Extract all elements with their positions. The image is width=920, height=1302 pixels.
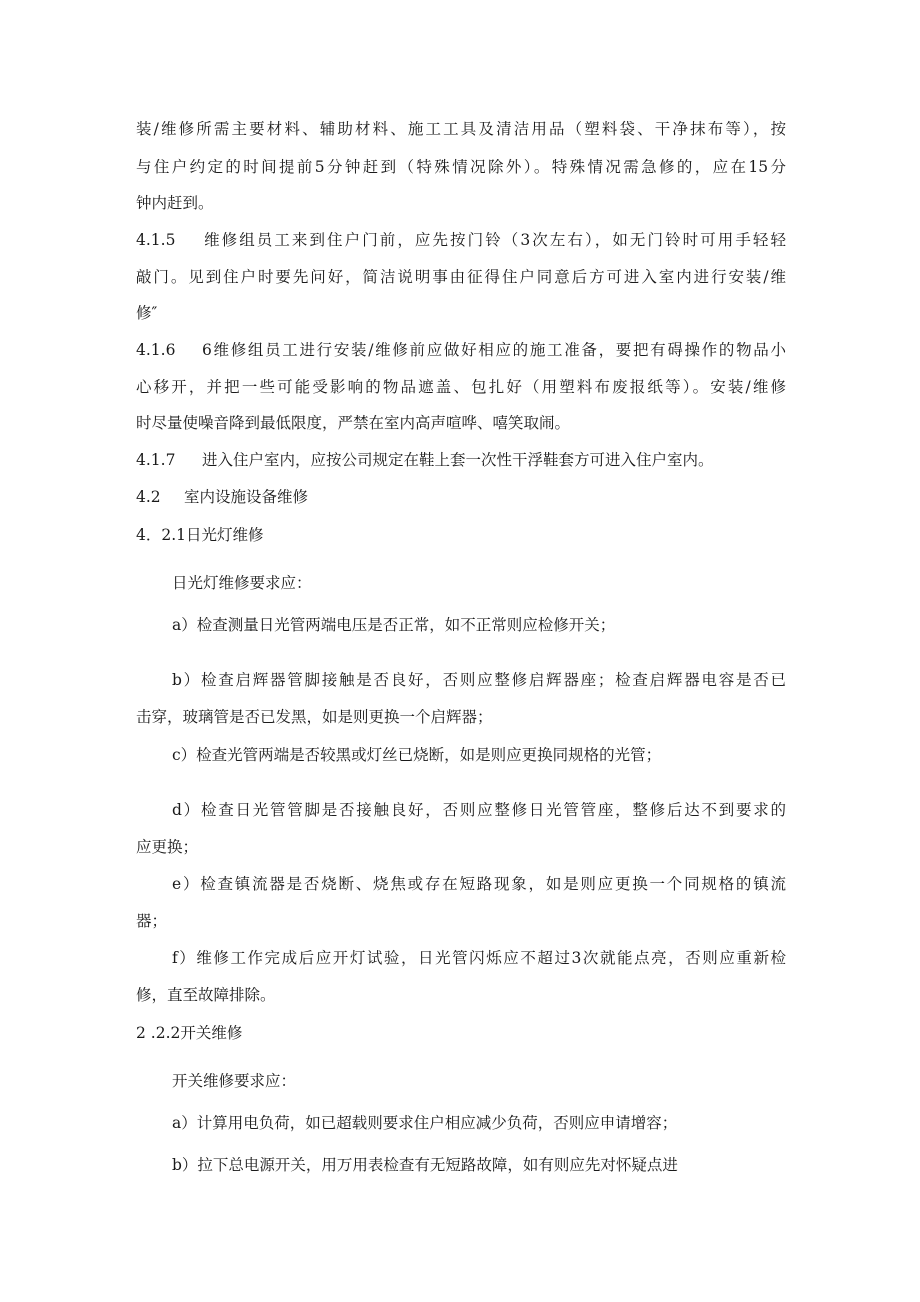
paragraph-line: 钟内赶到。 [136, 194, 214, 212]
list-item-e: e）检查镇流器是否烧断、烧焦或存在短路现象，如是则应更换一个同规格的镇流 [172, 875, 786, 893]
requirement-intro: 开关维修要求应： [172, 1072, 297, 1090]
section-title: 室内设施设备维修 [184, 488, 309, 506]
section-text: 进入住户室内，应按公司规定在鞋上套一次性干浮鞋套方可进入住户室内。 [202, 451, 714, 469]
section-number: 4.2 [136, 488, 161, 506]
section-4-1-7 [136, 449, 714, 471]
requirement-intro: 日光灯维修要求应： [172, 574, 312, 592]
section-text: 维修组员工来到住户门前，应先按门铃（3次左右），如无门铃时可用手轻轻 [202, 231, 786, 249]
section-heading-2-2-2: 2 .2.2开关维修 [136, 1024, 243, 1042]
paragraph-line: 装/维修所需主要材料、辅助材料、施工工具及清洁用品（塑料袋、干净抹布等），按 [136, 120, 786, 138]
list-item-c: c）检查光管两端是否较黑或灯丝已烧断，如是则应更换同规格的光管； [172, 746, 662, 764]
paragraph-line: 与住户约定的时间提前5分钟赶到（特殊情况除外）。特殊情况需急修的，应在15分 [136, 158, 786, 176]
paragraph-line: 心移开，并把一些可能受影响的物品遮盖、包扎好（用塑料布废报纸等）。安装/维修 [136, 378, 786, 396]
list-item-d-cont: 应更换； [136, 838, 199, 856]
section-heading-4-2-1: 4．2.1日光灯维修 [136, 526, 264, 544]
section-4-1-5 [136, 229, 786, 251]
paragraph-line: 敲门。见到住户时要先问好，简洁说明事由征得住户同意后方可进入室内进行安装/维 [136, 268, 786, 286]
list-item-b: b）拉下总电源开关，用万用表检查有无短路故障，如有则应先对怀疑点进 [172, 1156, 678, 1174]
list-item-f: f）维修工作完成后应开灯试验，日光管闪烁应不超过3次就能点亮，否则应重新检 [172, 949, 786, 967]
list-item-b-cont: 击穿，玻璃管是否已发黑，如是则更换一个启辉器； [136, 708, 493, 726]
section-number: 4.1.7 [136, 451, 176, 469]
paragraph-line: 时尽量使噪音降到最低限度，严禁在室内高声喧哗、嘻笑取闹。 [136, 414, 571, 432]
section-4-1-6 [136, 339, 786, 361]
list-item-a: a）检查测量日光管两端电压是否正常，如不正常则应检修开关； [172, 616, 616, 634]
list-item-d: d）检查日光管管脚是否接触良好，否则应整修日光管管座，整修后达不到要求的 [172, 801, 786, 819]
paragraph-line: 修″ [136, 304, 158, 322]
list-item-f-cont: 修，直至故障排除。 [136, 986, 276, 1004]
section-heading-4-2 [136, 486, 308, 508]
section-number: 4.1.6 [136, 341, 176, 359]
list-item-e-cont: 器； [136, 912, 168, 930]
section-number: 4.1.5 [136, 231, 176, 249]
section-text: 6维修组员工进行安装/维修前应做好相应的施工准备，要把有碍操作的物品小 [202, 341, 786, 359]
list-item-a: a）计算用电负荷，如已超载则要求住户相应减少负荷，否则应申请增容； [172, 1114, 678, 1132]
list-item-b: b）检查启辉器管脚接触是否良好，否则应整修启辉器座；检查启辉器电容是否已 [172, 671, 786, 689]
